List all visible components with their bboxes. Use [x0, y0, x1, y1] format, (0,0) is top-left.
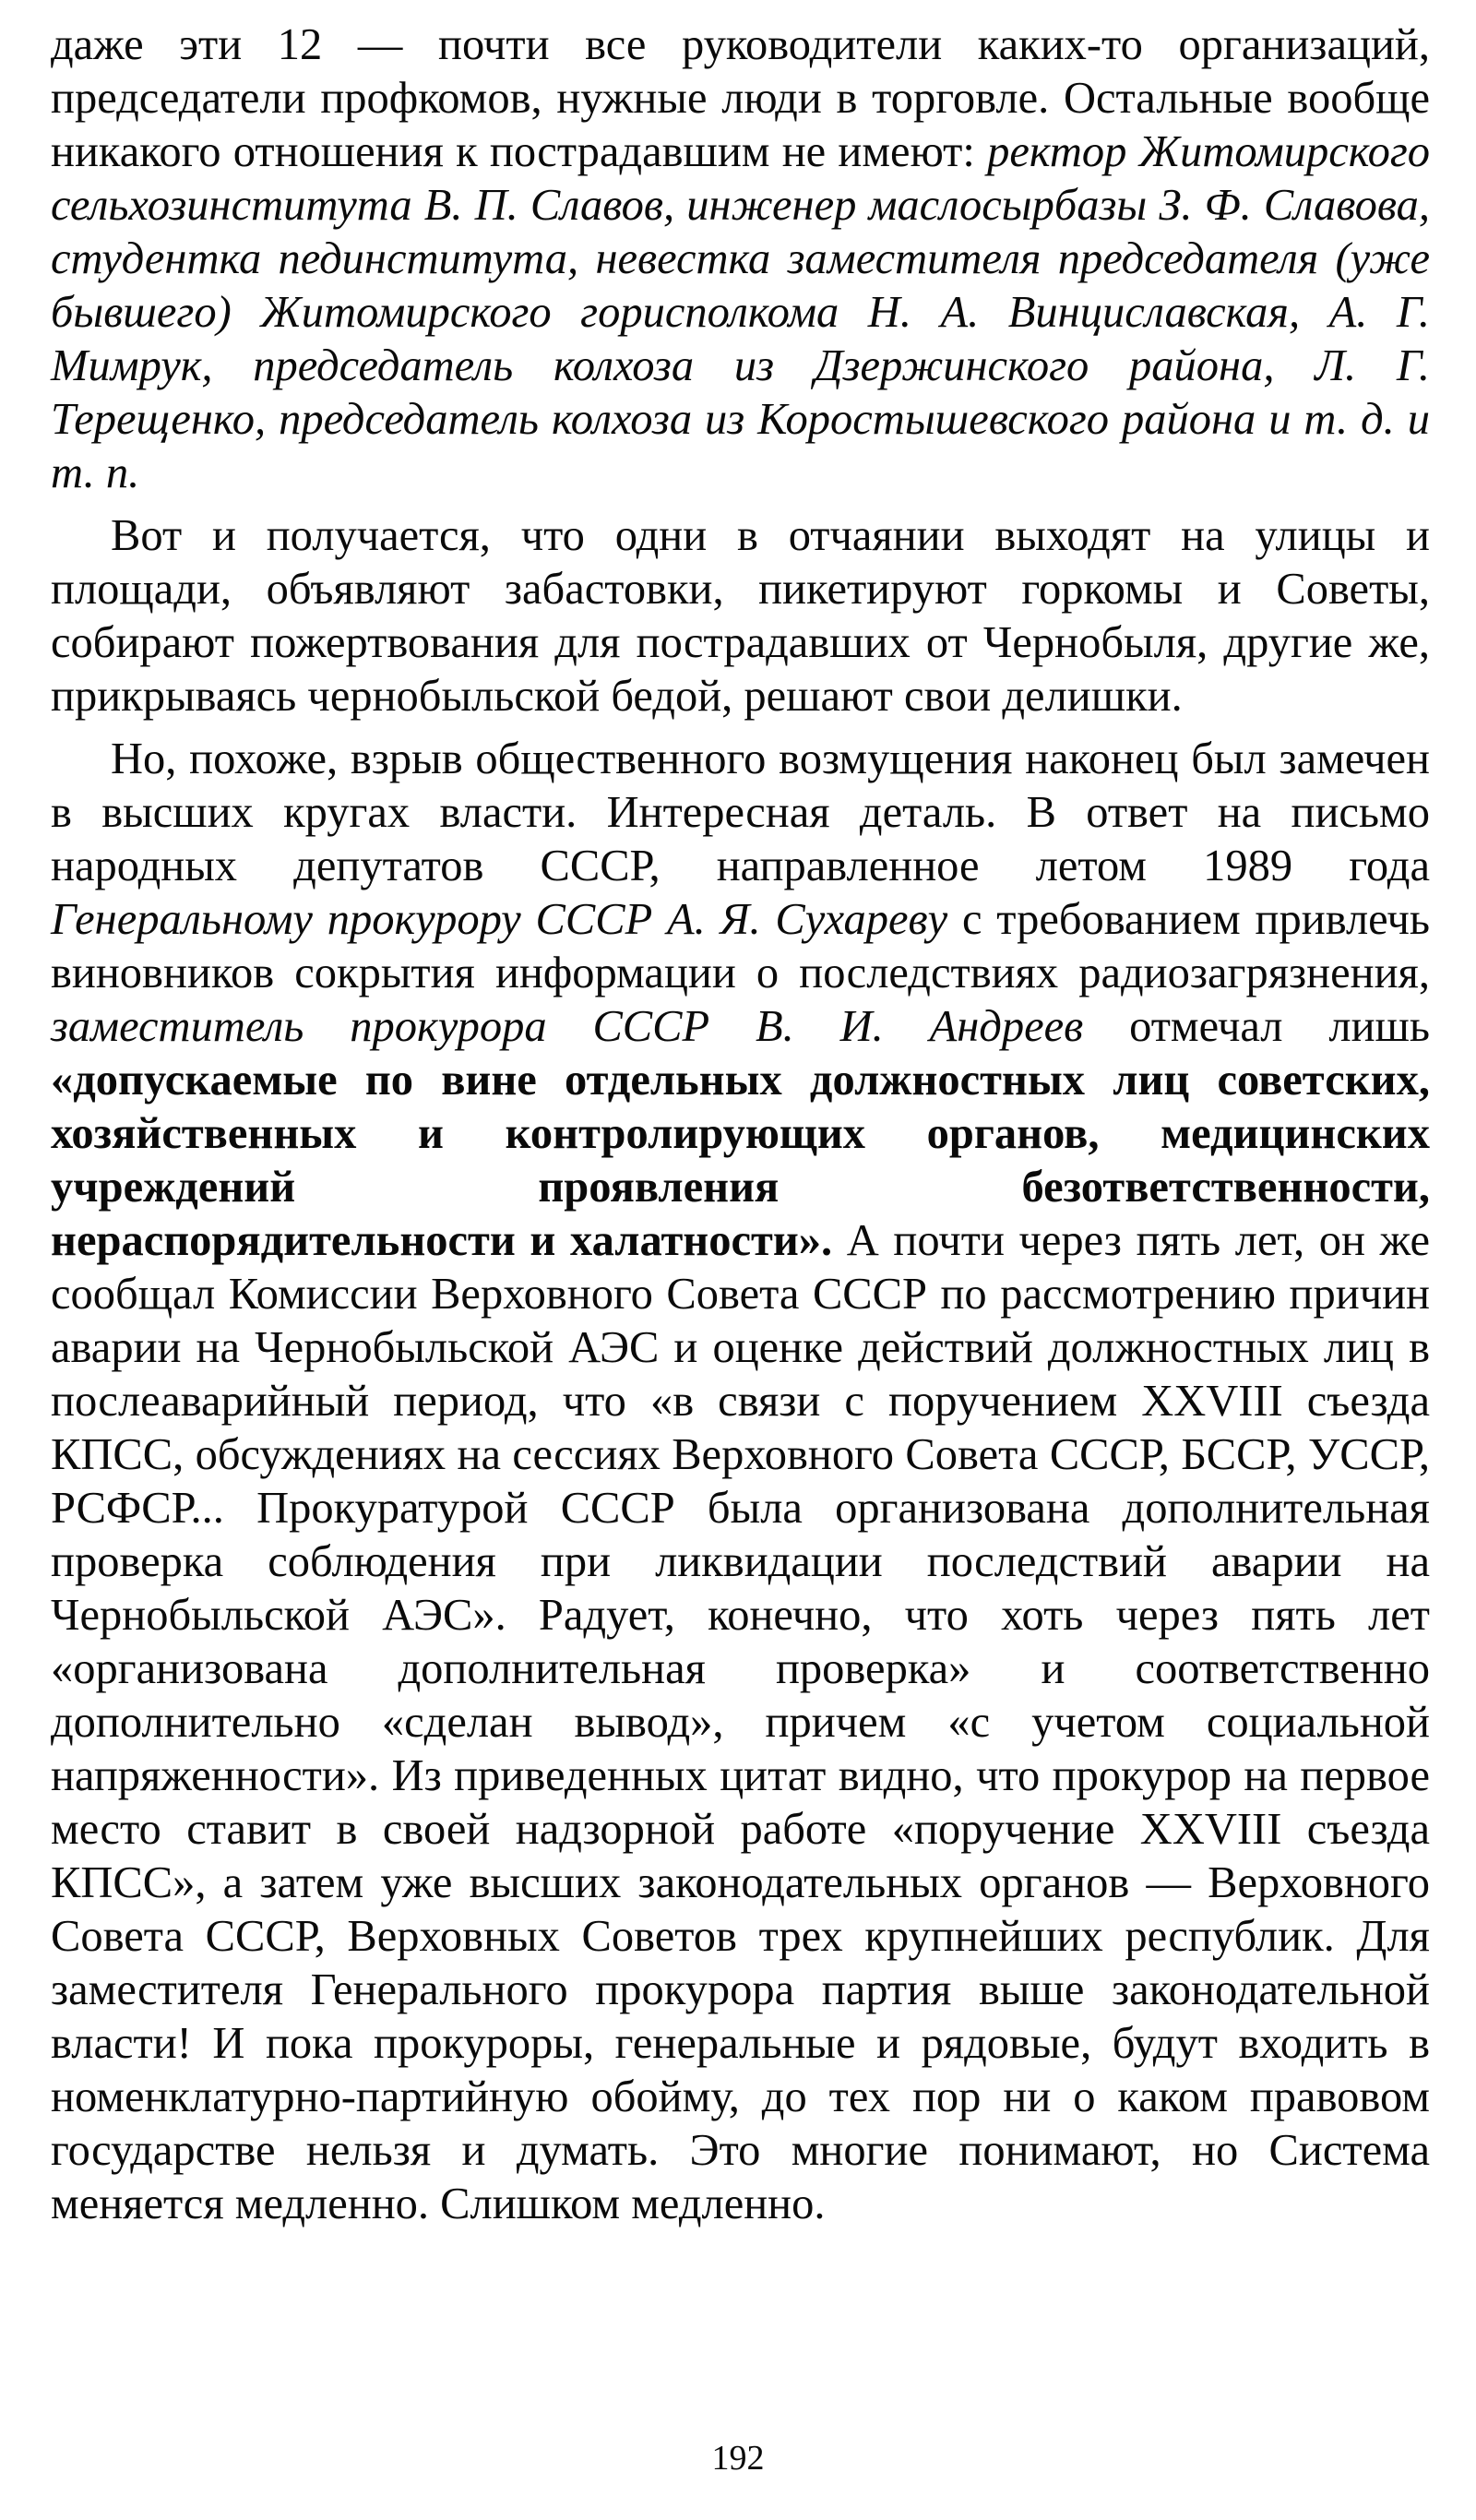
paragraph-1: [51, 18, 1430, 500]
text-run: Вот и получается, что одни в отчаянии выходят на улицы и площади, объявляют забастовки, пикетируют горкомы и Советы, собирают пожертвования для пострадавших от Чернобыля, другие же, прикрываясь чернобыльской бедой, решают свои делишки.: [51, 511, 1430, 721]
text-run: Но, похоже, взрыв общественного возмущения наконец был замечен в высших кругах власти. Интересная деталь. В ответ на письмо народных депутатов СССР, направленное летом 1989 года: [51, 735, 1430, 890]
page-number: 192: [711, 2439, 765, 2478]
text-run: даже эти 12 — почти все руководители каких-то организаций, председатели профкомов, нужные люди в торговле. Остальные вообще никакого отношения к пострадавшим не имеют:: [51, 20, 1430, 176]
italic-text-run: заместитель прокурора СССР В. И. Андреев: [51, 1002, 1084, 1051]
text-run: отмечал лишь: [1083, 1002, 1430, 1051]
italic-text-run: ректор Житомирского сельхозинститута В. П. Славов, инженер маслосырбазы З. Ф. Славова, студентка пединститута, невестка заместителя председателя (уже бывшего) Житомирского горисполкома Н. А. Винциславская, А. Г. Мимрук, председатель колхоза из Дзержинского района, Л. Г. Терещенко, председатель колхоза из Коростышевского района и т. д. и т. п.: [51, 127, 1430, 497]
text-run: А почти через пять лет, он же сообщал Комиссии Верховного Совета СССР по рассмотрению причин аварии на Чернобыльской АЭС и оценке действий должностных лиц в послеаварийный период, что «в связи с поручением XXVIII съезда КПСС, обсуждениях на сессиях Верховного Совета СССР, БССР, УССР, РСФСР... Прокуратурой СССР была организована дополнительная проверка соблюдения при ликвидации последствий аварии на Чернобыльской АЭС». Радует, конечно, что хоть через пять лет «организована дополнительная проверка» и соответственно дополнительно «сделан вывод», причем «с учетом социальной напряженности». Из приведенных цитат видно, что прокурор на первое место ставит в своей надзорной работе «поручение XXVIII съезда КПСС», а затем уже высших законодательных органов — Верховного Совета СССР, Верховных Советов трех крупнейших республик. Для заместителя Генерального прокурора партия выше законодательной власти! И пока прокуроры, генеральные и рядовые, будут входить в номенклатурно-партийную обойму, до тех пор ни о каком правовом государстве нельзя и думать. Это многие понимают, но Система меняется медленно. Слишком медленно.: [51, 1216, 1430, 2228]
italic-text-run: Генеральному прокурору СССР А. Я. Сухареву: [51, 895, 948, 944]
text-run: с требованием привлечь виновников сокрытия информации о последствиях радиозагрязнения,: [51, 895, 1430, 997]
paragraph-2: [51, 509, 1430, 723]
bold-quote-run: «допускаемые по вине отдельных должностных лиц советских, хозяйственных и контролирующих органов, медицинских учреждений проявления безответственности, нераспорядительности и халатности».: [51, 1056, 1430, 1265]
page-body: [51, 18, 1430, 2231]
paragraph-3: [51, 733, 1430, 2231]
